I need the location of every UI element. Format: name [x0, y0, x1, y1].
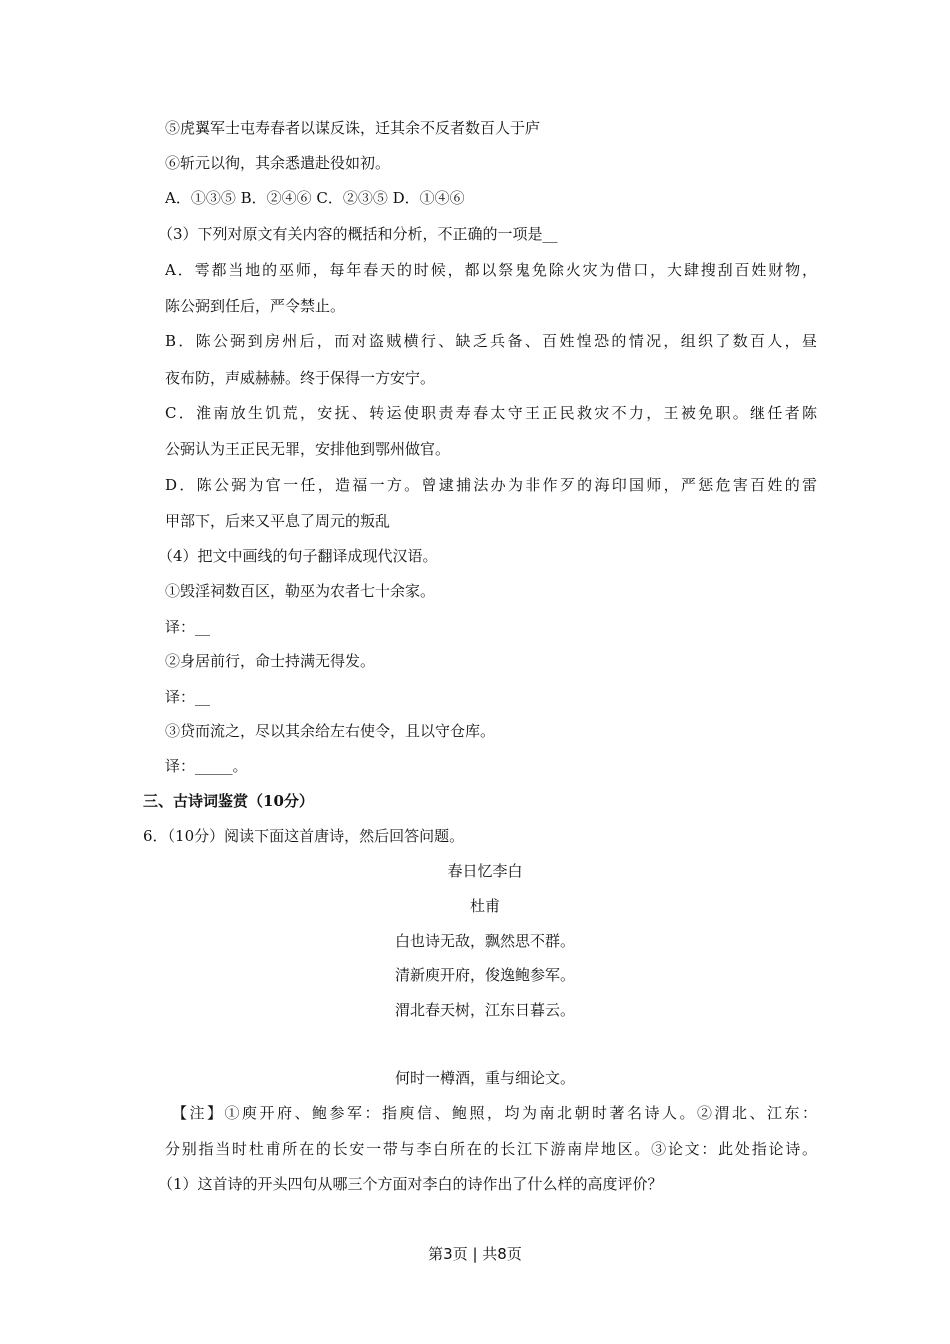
note-line-1: 【注】①庾开府、鲍参军：指庾信、鲍照，均为南北朝时著名诗人。②渭北、江东： — [172, 1104, 817, 1122]
choice-b-line1: B．陈公弼到房州后，而对盗贼横行、缺乏兵备、百姓惶恐的情况，组织了数百人，昼 — [165, 332, 817, 350]
poem-line-2: 清新庾开府，俊逸鲍参军。 — [394, 966, 575, 984]
choice-d-line2: 甲部下，后来又平息了周元的叛乱 — [165, 512, 391, 530]
choice-c-line1: C．淮南放生饥荒，安抚、转运使职责寿春太守王正民救灾不力，王被免职。继任者陈 — [165, 404, 817, 422]
question-3: （3）下列对原文有关内容的概括和分析，不正确的一项是__ — [158, 225, 558, 243]
choice-d-line1: D．陈公弼为官一任，造福一方。曾逮捕法办为非作歹的海印国师，严惩危害百姓的雷 — [165, 476, 817, 494]
poem-line-3: 渭北春天树，江东日暮云。 — [394, 1001, 575, 1019]
choice-a-line2: 陈公弼到任后，严令禁止。 — [165, 297, 346, 315]
answer-options: A．①③⑤ B．②④⑥ C．②③⑤ D．①④⑥ — [165, 189, 465, 207]
question-6: 6．（10分）阅读下面这首唐诗，然后回答问题。 — [143, 827, 465, 845]
question-4: （4）把文中画线的句子翻译成现代汉语。 — [158, 547, 438, 565]
option-line-6: ⑥斩元以徇，其余悉遣赴役如初。 — [165, 154, 391, 172]
option-line-5: ⑤虎翼军士屯寿春者以谋反诛，迁其余不反者数百人于庐 — [165, 119, 541, 137]
translation-3: 译：_____。 — [165, 757, 248, 775]
page-footer: 第3页 | 共8页 — [428, 1245, 522, 1263]
section-heading: 三、古诗词鉴赏（10分） — [143, 792, 314, 810]
sentence-3: ③贷而流之，尽以其余给左右使令，且以守仓库。 — [165, 722, 496, 740]
choice-a-line1: A．雩都当地的巫师，每年春天的时候，都以祭鬼免除火灾为借口，大肆搜刮百姓财物， — [165, 261, 817, 279]
choice-b-line2: 夜布防，声威赫赫。终于保得一方安宁。 — [165, 369, 436, 387]
translation-2: 译：__ — [165, 688, 211, 706]
translation-1: 译：__ — [165, 618, 211, 636]
poem-line-1: 白也诗无敌，飘然思不群。 — [394, 932, 575, 950]
poem-author: 杜甫 — [469, 897, 500, 915]
sentence-1: ①毁淫祠数百区，勒巫为农者七十余家。 — [165, 582, 436, 600]
choice-c-line2: 公弼认为王正民无罪，安排他到鄂州做官。 — [165, 440, 451, 458]
poem-title: 春日忆李白 — [447, 862, 523, 880]
note-line-2: 分别指当时杜甫所在的长安一带与李白所在的长江下游南岸地区。③论文：此处指论诗。 — [165, 1140, 817, 1158]
sentence-2: ②身居前行，命士持满无得发。 — [165, 652, 376, 670]
poem-line-4: 何时一樽酒，重与细论文。 — [394, 1069, 575, 1087]
question-6-1: （1）这首诗的开头四句从哪三个方面对李白的诗作出了什么样的高度评价？ — [158, 1175, 663, 1193]
